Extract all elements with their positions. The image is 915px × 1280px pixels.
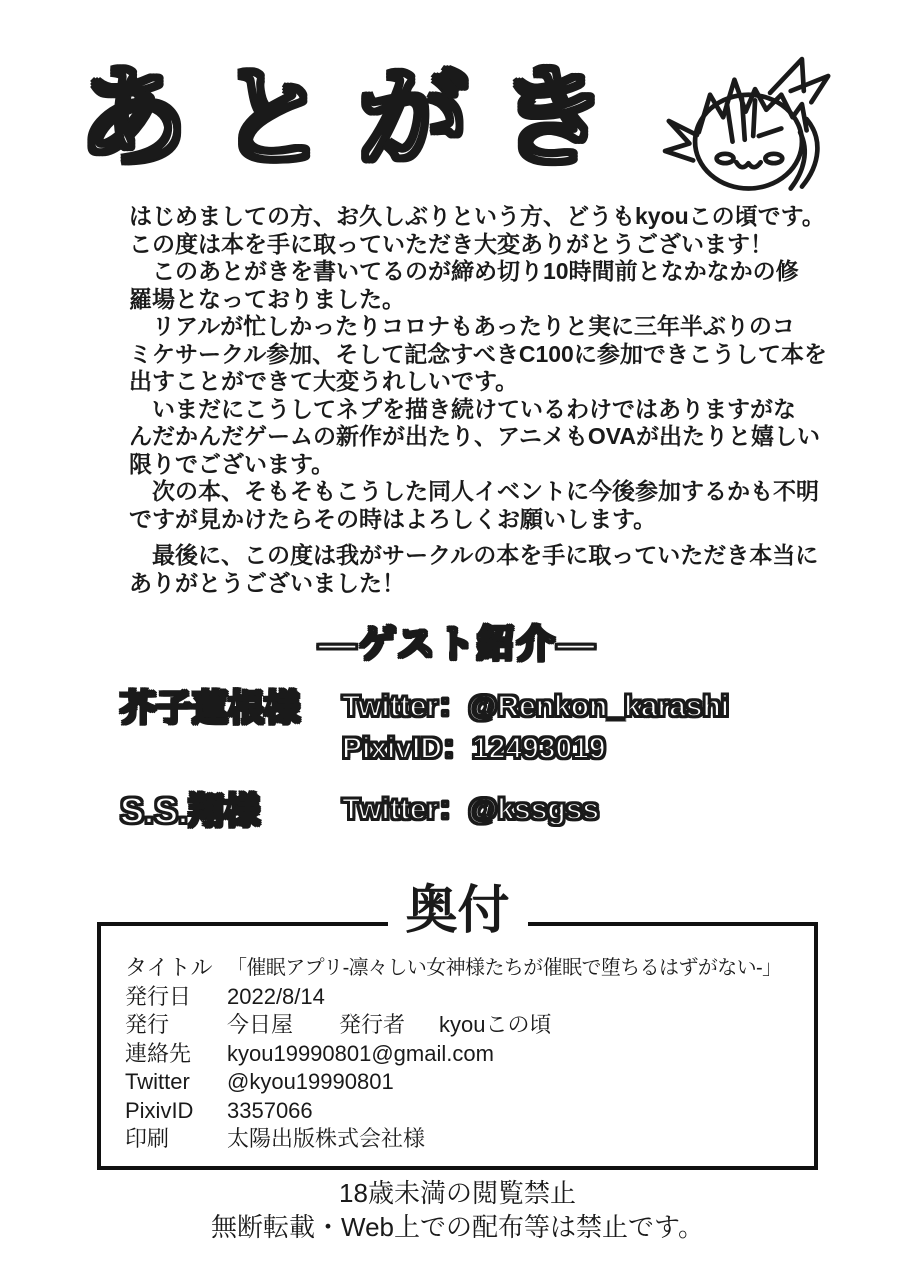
colophon-row-date [125,983,804,1012]
colophon-row-publisher [125,1011,804,1040]
afterword-line: 限りでございます。 [129,450,335,477]
afterword-line: はじめましての方、お久しぶりという方、どうもkyouこの頃です。 [129,203,825,229]
no-reproduction-notice: 無断転載・Web上での配布等は禁止です。 [211,1212,704,1242]
afterword-line: 出すことができて大変うれしいです。 [129,368,519,394]
afterword-line: 次の本、そもそもこうした同人イベントに今後参加するかも不明 [129,478,819,504]
colophon-value: @kyou19990801 [227,1069,394,1094]
colophon-value: 3357066 [227,1097,313,1123]
guest-twitter: Twitter：@Renkon_karashi [342,690,730,723]
colophon-row-twitter [125,1068,804,1097]
page-title: あとがき [78,56,638,180]
afterword-line: ミケサークル参加、そして記念すべきC100に参加できこうして本を [129,340,827,367]
afterword-line: この度は本を手に取っていただき大変ありがとうございます！ [129,230,773,257]
colophon-label: 印刷 [125,1126,170,1151]
colophon-box [97,882,818,1170]
page-title-row [78,40,841,196]
colophon-label: タイトル [125,955,213,980]
colophon-value: 今日屋 [227,1012,294,1037]
colophon-label: 発行 [125,1012,170,1037]
colophon-row-title [125,954,804,983]
colophon-rows [101,926,814,1154]
age-restriction-notice: 18歳未満の閲覧禁止 [339,1178,576,1208]
footer-notices [0,1176,915,1244]
colophon-value: kyou19990801@gmail.com [227,1040,494,1066]
guest-twitter: Twitter：@kssgss [342,793,600,826]
colophon-value: 太陽出版株式会社様 [227,1126,426,1151]
guest-entry [120,789,599,833]
guest-name: S.S.翔様 [120,790,261,831]
colophon-value: kyouこの頃 [439,1012,552,1037]
colophon-label: 発行日 [125,983,192,1009]
chibi-face-icon [656,46,841,196]
afterword-line: んだかんだゲームの新作が出たり、アニメもOVAが出たりと嬉しい [129,423,820,449]
guest-entry [120,686,729,770]
afterword-line: 羅場となっておりました。 [129,285,405,312]
afterword-line: このあとがきを書いてるのが締め切り10時間前となかなかの修 [129,258,799,284]
guest-name: 芥子蓮根様 [120,687,301,728]
colophon-row-printer [125,1125,804,1154]
guest-pixiv-id: PixivID：12493019 [342,732,606,765]
afterword-line: 最後に、この度は我がサークルの本を手に取っていただき本当に [129,542,819,568]
afterword-line: いまだにこうしてネプを描き続けているわけではありますがな [129,395,796,422]
colophon-label: 発行者 [339,1012,406,1037]
colophon-row-contact [125,1040,804,1069]
colophon-label: Twitter [125,1069,190,1094]
colophon-label: 連絡先 [125,1040,192,1066]
colophon-heading: 奥付 [387,882,527,940]
colophon-value: 「催眠アプリ-凛々しい女神様たちが催眠で堕ちるはずがない-」 [227,957,782,979]
afterword-line: リアルが忙しかったりコロナもあったりと実に三年半ぶりのコ [129,313,795,339]
guest-section-heading: ―ゲスト紹介― [318,624,597,666]
colophon-label: PixivID [125,1097,194,1123]
colophon-value: 2022/8/14 [227,983,325,1009]
afterword-line: ですが見かけたらその時はよろしくお願いします。 [129,505,657,532]
colophon-row-pixiv [125,1097,804,1126]
afterword-text [129,203,827,597]
afterword-line: ありがとうございました！ [129,569,405,596]
